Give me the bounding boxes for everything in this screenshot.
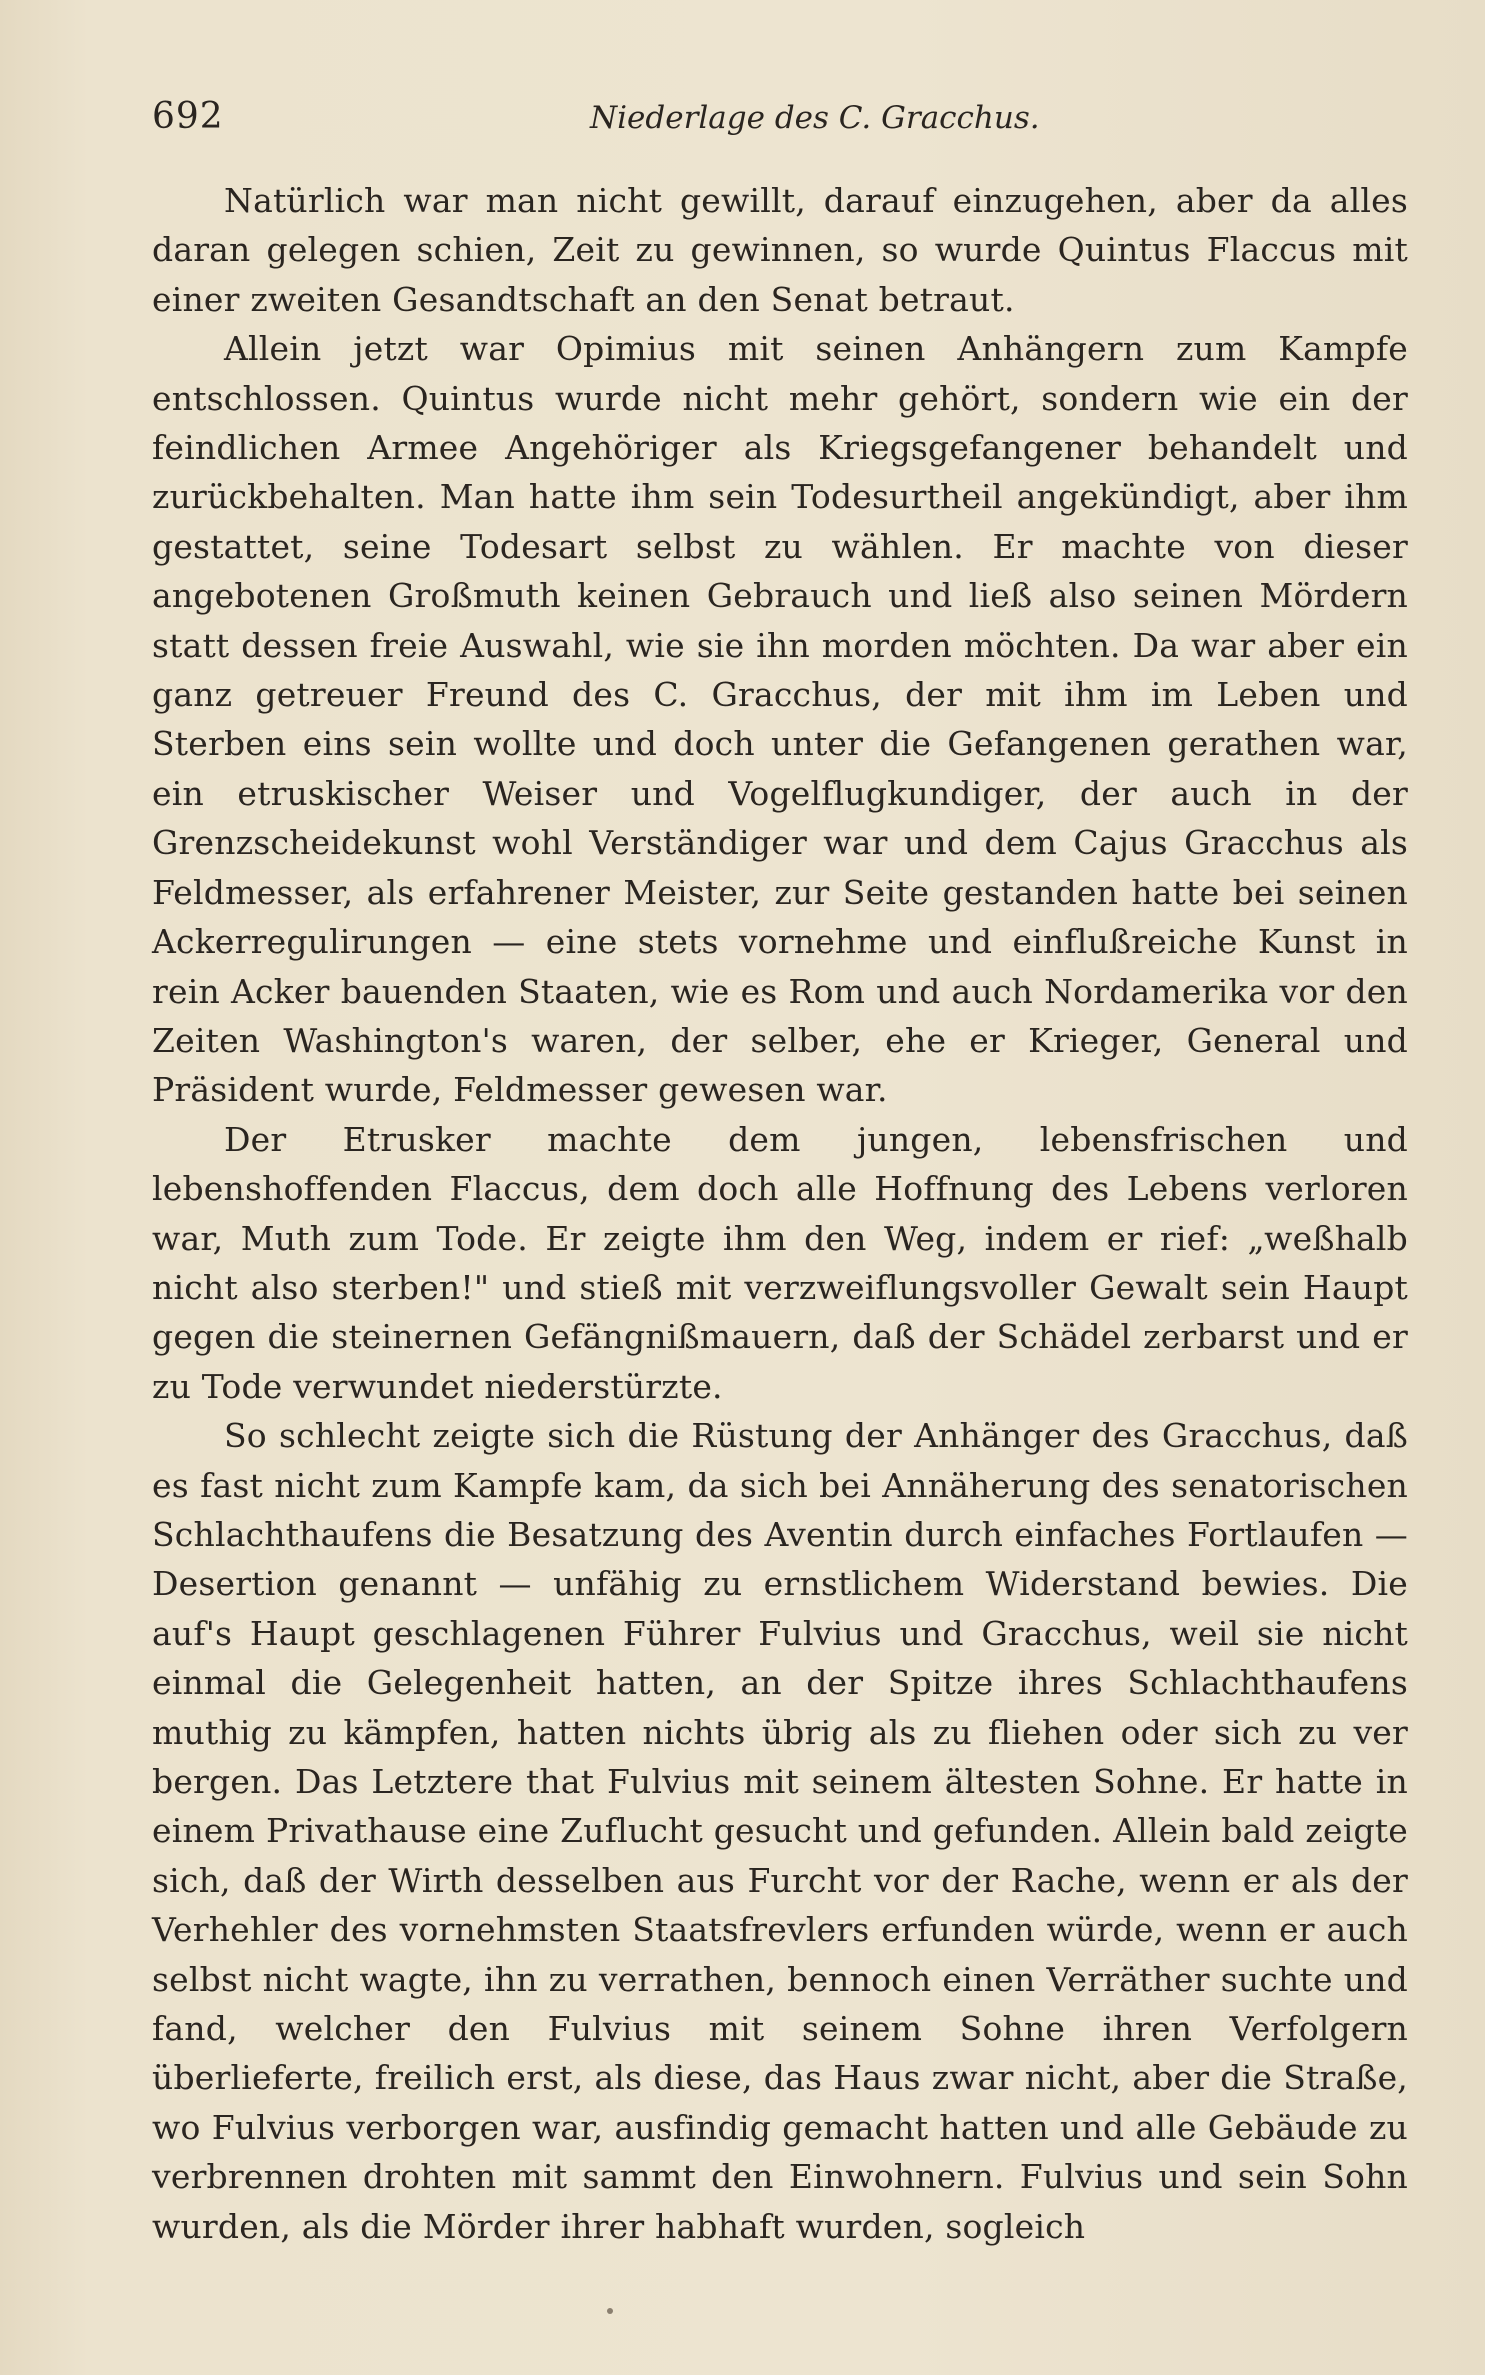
paragraph-2: Allein jetzt war Opimius mit seinen Anhängern zum Kampfe entschlossen. Quintus wurde nicht mehr gehört, sondern wie ein der feindlichen Armee Angehöriger als Kriegsgefangener behandelt und zurückbehalten. Man hatte ihm sein Todesurtheil angekündigt, aber ihm gestattet, seine Todesart selbst zu wählen. Er machte von dieser angebotenen Großmuth keinen Gebrauch und ließ also seinen Mördern statt dessen freie Auswahl, wie sie ihn morden möchten. Da war aber ein ganz getreuer Freund des C. Gracchus, der mit ihm im Leben und Sterben eins sein wollte und doch unter die Gefangenen gerathen war, ein etruskischer Weiser und Vogelflugkundiger, der auch in der Grenzscheidekunst wohl Verständiger war und dem Cajus Gracchus als Feldmesser, als erfahrener Meister, zur Seite gestanden hatte bei seinen Ackerregulirungen — eine stets vornehme und einflußreiche Kunst in rein Acker bauenden Staaten, wie es Rom und auch Nordamerika vor den Zeiten Washington's waren, der selber, ehe er Krieger, General und Präsident wurde, Feldmesser gewesen war. — [152, 329, 1408, 1110]
page-number: 692 — [152, 96, 224, 137]
page-speck — [607, 2308, 613, 2314]
paragraph-4: So schlecht zeigte sich die Rüstung der Anhänger des Gracchus, daß es fast nicht zum Kampfe kam, da sich bei Annäherung des senatorischen Schlachthaufens die Besatzung des Aventin durch einfaches Fortlaufen — Desertion genannt — unfähig zu ernstlichem Widerstand bewies. Die auf's Haupt geschlagenen Führer Fulvius und Gracchus, weil sie nicht einmal die Gelegenheit hatten, an der Spitze ihres Schlachthaufens muthig zu kämpfen, hatten nichts übrig als zu fliehen oder sich zu ver bergen. Das Letztere that Fulvius mit seinem ältesten Sohne. Er hatte in einem Privathause eine Zuflucht gesucht und gefunden. Allein bald zeigte sich, daß der Wirth desselben aus Furcht vor der Rache, wenn er als der Verhehler des vornehmsten Staatsfrevlers erfunden würde, wenn er auch selbst nicht wagte, ihn zu verrathen, bennoch einen Verräther suchte und fand, welcher den Fulvius mit seinem Sohne ihren Verfolgern überlieferte, freilich erst, als diese, das Haus zwar nicht, aber die Straße, wo Fulvius verborgen war, ausfindig gemacht hatten und alle Gebäude zu verbrennen drohten mit sammt den Einwohnern. Fulvius und sein Sohn wurden, als die Mörder ihrer habhaft wurden, sogleich — [152, 1416, 1408, 2246]
running-head — [152, 96, 1412, 148]
paragraph-3: Der Etrusker machte dem jungen, lebensfrischen und lebenshoffenden Flaccus, dem doch alle Hoffnung des Lebens verloren war, Muth zum Tode. Er zeigte ihm den Weg, indem er rief: „weßhalb nicht also sterben!" und stieß mit verzweiflungsvoller Gewalt sein Haupt gegen die steinernen Gefängnißmauern, daß der Schädel zerbarst und er zu Tode verwundet niederstürzte. — [152, 1119, 1408, 1406]
body-text — [152, 176, 1408, 2251]
paragraph-1: Natürlich war man nicht gewillt, darauf einzugehen, aber da alles daran gelegen schien, Zeit zu gewinnen, so wurde Quintus Flaccus mit einer zweiten Gesandtschaft an den Senat betraut. — [152, 181, 1408, 319]
running-title: Niederlage des C. Gracchus. — [590, 100, 1040, 136]
